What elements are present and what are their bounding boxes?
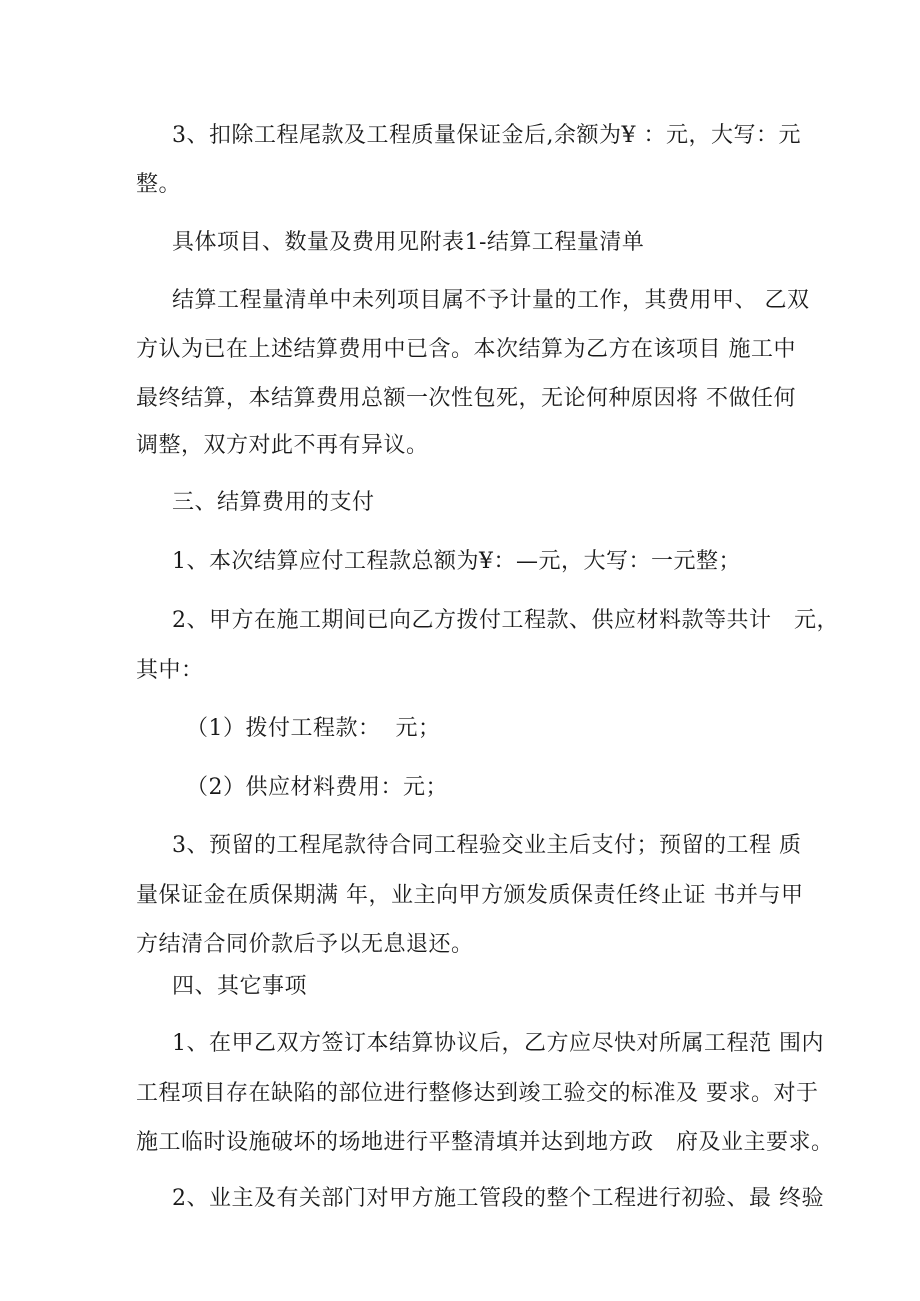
paragraph-line: 具体项目、数量及费用见附表1-结算工程量清单 xyxy=(172,230,645,255)
paragraph-line: 3、预留的工程尾款待合同工程验交业主后支付；预留的工程 质 xyxy=(172,833,802,858)
paragraph-line: 量保证金在质保期满 年，业主向甲方颁发质保责任终止证 书并与甲 xyxy=(136,883,804,908)
section-heading: 四、其它事项 xyxy=(172,974,308,999)
paragraph-line: 施工临时设施破坏的场地进行平整清填并达到地方政 府及业主要求。 xyxy=(136,1130,834,1155)
paragraph-line: 1、本次结算应付工程款总额为¥：—元，大写：一元整； xyxy=(172,549,741,574)
paragraph-line: 2、业主及有关部门对甲方施工管段的整个工程进行初验、最 终验 xyxy=(172,1186,824,1211)
paragraph-line: 1、在甲乙双方签订本结算协议后，乙方应尽快对所属工程范 围内 xyxy=(172,1031,824,1056)
section-heading: 三、结算费用的支付 xyxy=(172,490,375,515)
paragraph-line: （1）拨付工程款： 元； xyxy=(186,716,441,741)
paragraph-line: 2、甲方在施工期间已向乙方拨付工程款、供应材料款等共计 元， xyxy=(172,608,839,633)
paragraph-line: 其中： xyxy=(136,658,204,683)
paragraph-line: 结算工程量清单中未列项目属不予计量的工作，其费用甲、 乙双 xyxy=(172,288,810,313)
paragraph-line: 调整，双方对此不再有异议。 xyxy=(136,433,429,458)
paragraph-line: 最终结算，本结算费用总额一次性包死，无论何种原因将 不做任何 xyxy=(136,386,796,411)
paragraph-line: 方结清合同价款后予以无息退还。 xyxy=(136,932,474,957)
paragraph-line: 3、扣除工程尾款及工程质量保证金后,余额为¥ ：元，大写：元 xyxy=(172,123,801,148)
paragraph-line: 整。 xyxy=(136,172,182,197)
paragraph-line: 工程项目存在缺陷的部位进行整修达到竣工验交的标准及 要求。对于 xyxy=(136,1081,819,1106)
paragraph-line: 方认为已在上述结算费用中已含。本次结算为乙方在该项目 施工中 xyxy=(136,337,796,362)
paragraph-line: （2）供应材料费用：元； xyxy=(186,775,448,800)
